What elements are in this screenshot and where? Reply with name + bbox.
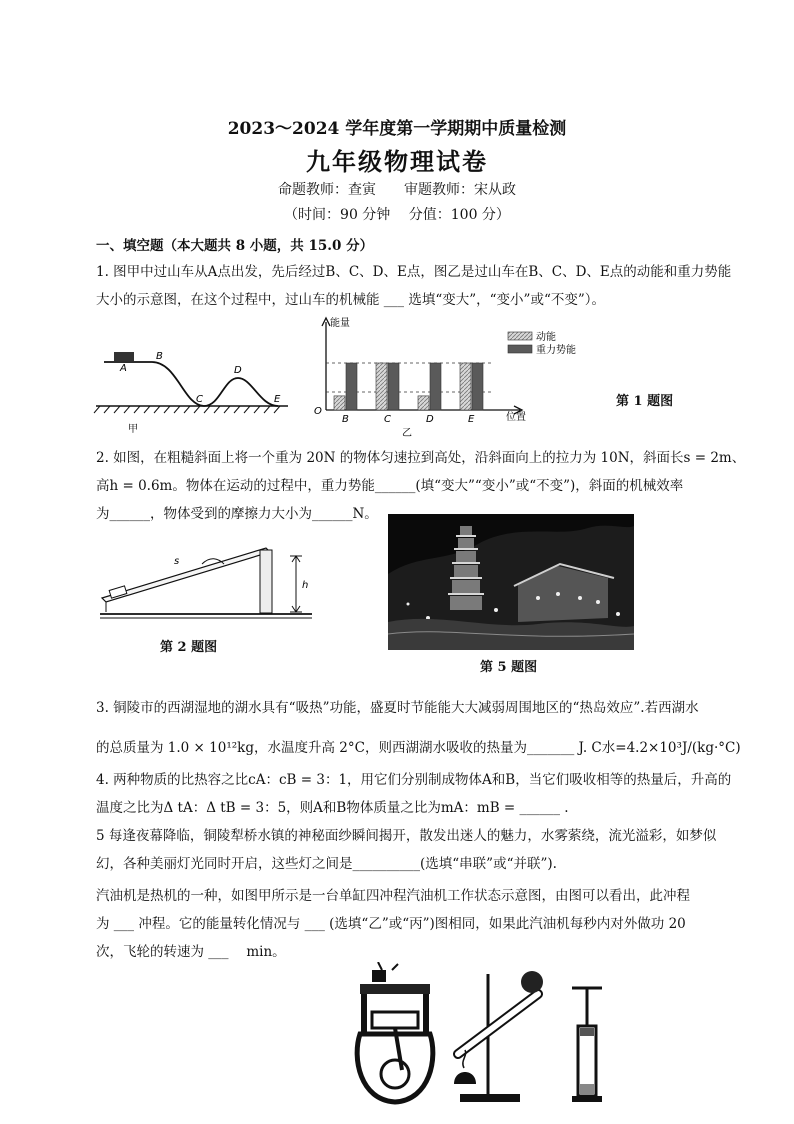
legend-label-kinetic: 动能 bbox=[536, 332, 556, 343]
question-3 bbox=[96, 688, 772, 768]
x-axis-label: 位置 bbox=[506, 412, 526, 423]
question-1-line-2: 大小的示意图，在这个过程中，过山车的机械能 ___ 选填“变大”，“变小”或“不变”）。 bbox=[96, 292, 605, 308]
question-4-line-1: 4. 两种物质的比热容之比cA：cB = 3：1，用它们分别制成物体A和B，当它们吸收相等的热量后，升高的 bbox=[96, 772, 732, 788]
bar-kinetic-e bbox=[460, 363, 471, 410]
question-5 bbox=[96, 822, 772, 878]
bar-kinetic-d bbox=[418, 396, 429, 410]
question-3-line-2: 的总质量为 1.0 × 10¹²kg，水温度升高 2°C，则西湖湖水吸收的热量为_______ J. C水=4.2×10³J/(kg·°C) bbox=[96, 740, 741, 756]
exam-authors: 命题教师：查寅 审题教师：宋从政 bbox=[278, 182, 516, 198]
point-label-e: E bbox=[274, 394, 281, 405]
question-6-line-1: 汽油机是热机的一种，如图甲所示是一台单缸四冲程汽油机工作状态示意图，由图可以看出，此冲程 bbox=[96, 888, 690, 904]
bar-kinetic-c bbox=[376, 363, 387, 410]
exam-subtitle: 九年级物理试卷 bbox=[306, 147, 488, 176]
x-tick-label-e: E bbox=[468, 414, 475, 425]
figure-5-caption: 第 5 题图 bbox=[480, 660, 538, 675]
x-tick-label-c: C bbox=[384, 414, 391, 425]
point-label-b: B bbox=[156, 351, 163, 362]
point-label-d: D bbox=[234, 365, 242, 376]
roller-coaster-car-icon bbox=[114, 352, 134, 361]
figure-1-caption: 第 1 题图 bbox=[616, 394, 674, 409]
bar-potential-e bbox=[472, 363, 483, 410]
bar-potential-c bbox=[388, 363, 399, 410]
question-2-line-1: 2. 如图，在粗糙斜面上将一个重为 20N 的物体匀速拉到高处，沿斜面向上的拉力为 10N，斜面长s = 2m、 bbox=[96, 450, 746, 466]
x-tick-label-b: B bbox=[342, 414, 349, 425]
legend-swatch-potential bbox=[508, 345, 532, 353]
question-6 bbox=[96, 882, 772, 966]
figure-heated-tube bbox=[440, 964, 560, 1110]
question-6-line-2: 为 ___ 冲程。它的能量转化情况与 ___ (选填“乙”或“丙”)图相同，如果此汽油机每秒内对外做功 20 bbox=[96, 916, 686, 932]
label-s: s bbox=[174, 556, 180, 567]
bar-kinetic-b bbox=[334, 396, 345, 410]
legend-label-potential: 重力势能 bbox=[536, 345, 576, 356]
figure-engine bbox=[352, 962, 438, 1112]
y-axis-label: 能量 bbox=[330, 318, 350, 329]
crankshaft bbox=[381, 1060, 409, 1088]
alcohol-lamp-icon bbox=[454, 1072, 476, 1084]
point-label-c: C bbox=[196, 394, 203, 405]
question-6-line-3: 次，飞轮的转速为 ___ min。 bbox=[96, 944, 286, 960]
question-4-line-2: 温度之比为Δ tA：Δ tB = 3：5，则A和B物体质量之比为mA：mB = ______ . bbox=[96, 800, 569, 816]
figure-jia bbox=[92, 340, 292, 435]
figure-compression-cylinder bbox=[566, 980, 610, 1108]
cotton-icon bbox=[580, 1084, 594, 1094]
question-4 bbox=[96, 766, 772, 822]
origin-label: O bbox=[314, 406, 322, 417]
exam-title: 2023～2024 学年度第一学期期中质量检测 bbox=[227, 119, 567, 139]
legend-swatch-kinetic bbox=[508, 332, 532, 340]
question-5-line-1: 5 每逢夜幕降临，铜陵犁桥水镇的神秘面纱瞬间揭开，散发出迷人的魅力，水雾萦绕，流光溢彩，如梦似 bbox=[96, 828, 717, 844]
figure-yi-caption: 乙 bbox=[402, 428, 412, 439]
figure-2-caption: 第 2 题图 bbox=[160, 640, 218, 655]
question-2-line-3: 为______，物体受到的摩擦力大小为______N。 bbox=[96, 506, 378, 522]
piston bbox=[372, 1012, 418, 1028]
spark-plug-icon bbox=[372, 970, 386, 982]
x-tick-label-d: D bbox=[426, 414, 434, 425]
figure-5-night-photo bbox=[388, 514, 634, 650]
question-1-line-1: 1. 图甲中过山车从A点出发，先后经过B、C、D、E点，图乙是过山车在B、C、D、E点的动能和重力势能 bbox=[96, 264, 732, 280]
figure-jia-caption: 甲 bbox=[128, 424, 138, 435]
bar-potential-d bbox=[430, 363, 441, 410]
point-label-a: A bbox=[120, 363, 127, 374]
question-2-line-2: 高h = 0.6m。物体在运动的过程中，重力势能______(填“变大”“变小”或“不变”)，斜面的机械效率 bbox=[96, 478, 684, 494]
question-1 bbox=[96, 258, 772, 314]
exam-time-score: （时间：90 分钟 分值：100 分） bbox=[284, 207, 510, 223]
stopper-icon bbox=[521, 971, 543, 993]
question-3-line-1: 3. 铜陵市的西湖湿地的湖水具有“吸热”功能，盛夏时节能能大大减弱周围地区的“热岛效应”.若西湖水 bbox=[96, 700, 699, 716]
bar-potential-b bbox=[346, 363, 357, 410]
figure-yi-energy-chart bbox=[308, 314, 598, 440]
section-heading: 一、填空题（本大题共 8 小题，共 15.0 分） bbox=[96, 238, 374, 254]
label-h: h bbox=[302, 580, 309, 591]
question-5-line-2: 幻，各种美丽灯光同时开启，这些灯之间是__________(选填“串联”或“并联”). bbox=[96, 856, 557, 872]
figure-2-incline bbox=[96, 534, 324, 626]
